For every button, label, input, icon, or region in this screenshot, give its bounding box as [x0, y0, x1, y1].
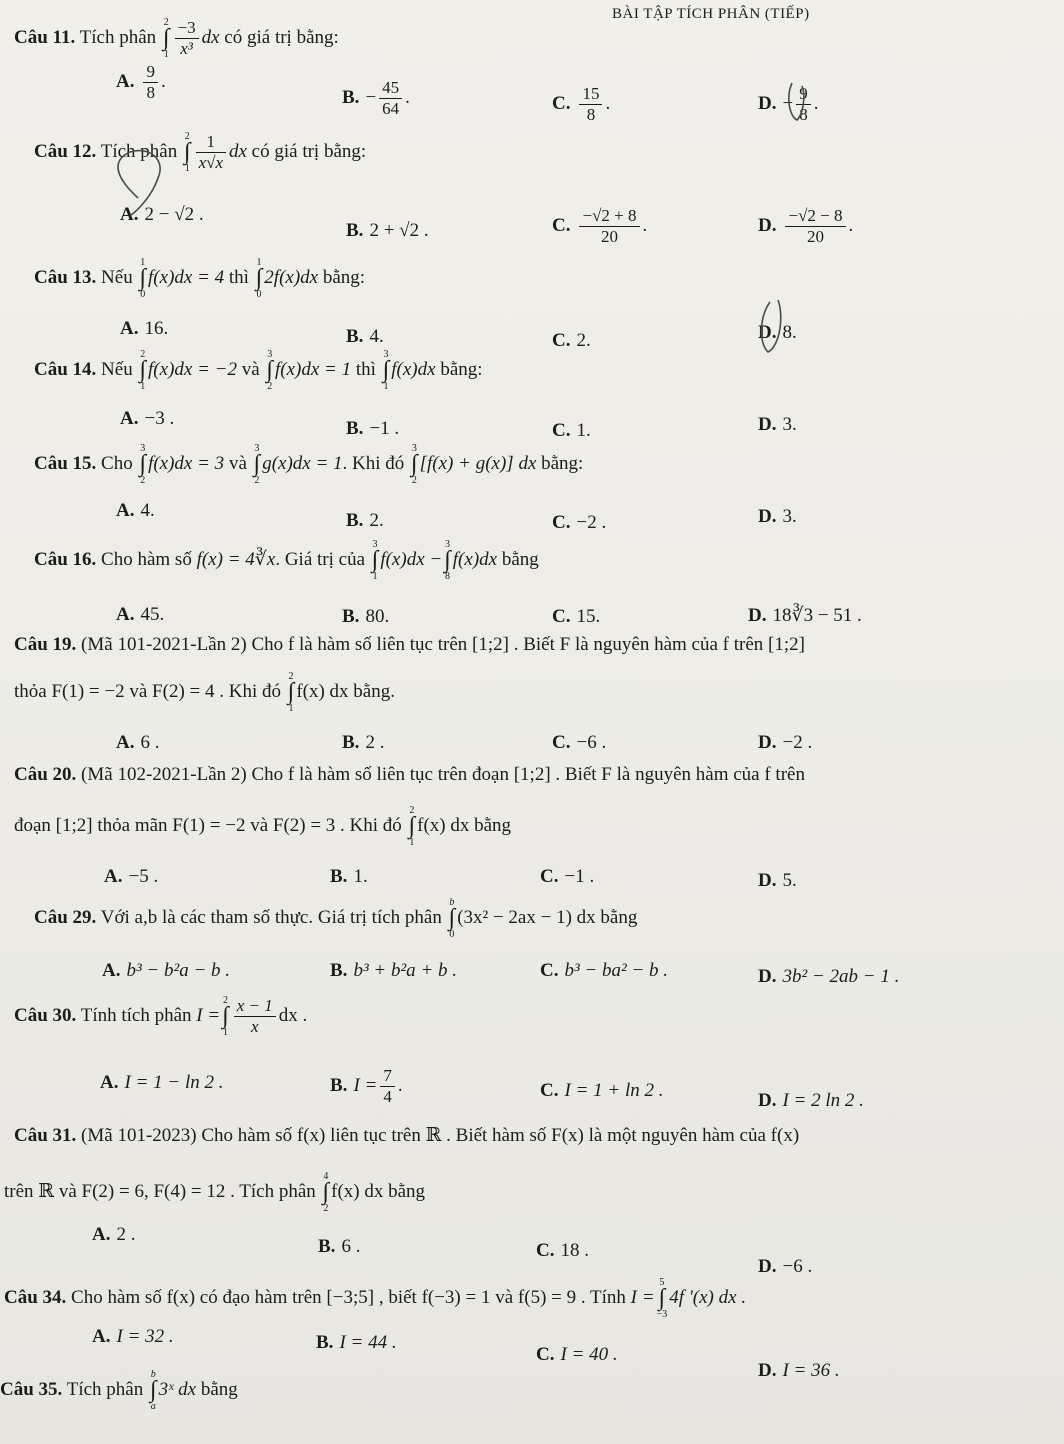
math-expression: f(x) dx bằng	[331, 1181, 426, 1203]
option-c[interactable]: C. 18 .	[536, 1240, 589, 1261]
integral-sign: 3 ∫ 2	[139, 443, 147, 486]
math-expression: f(x)dx = 3	[148, 453, 225, 475]
integral-sign: 3 ∫ 1	[382, 349, 390, 392]
dx: dx	[201, 27, 220, 49]
math-expression: f(x)dx = 1	[275, 359, 352, 381]
integral-sign: 2 ∫ 1	[408, 805, 416, 848]
question-text: có giá trị bằng:	[224, 27, 339, 49]
question-label: Câu 31.	[14, 1125, 77, 1146]
worksheet-title: BÀI TẬP TÍCH PHÂN (TIẾP)	[612, 6, 810, 22]
option-a[interactable]: A. 6 .	[116, 732, 160, 753]
question-text: (Mã 101-2023) Cho hàm số f(x) liên tục trên ℝ . Biết hàm số F(x) là một nguyên hàm của f(x)	[81, 1125, 800, 1146]
integral-sign: 5 ∫ −3	[656, 1277, 668, 1320]
integrand-fraction: $\frac{-3}{\text{x³}}$	[175, 18, 199, 59]
question-label: Câu 13.	[34, 267, 97, 289]
math-expression: 4f '(x) dx .	[669, 1287, 747, 1309]
option-d[interactable]: D. 5.	[758, 870, 797, 891]
question-35: Câu 35. Tích phân b ∫ a 3ˣ dx bằng	[0, 1369, 238, 1412]
question-text: Tích phân	[66, 1379, 144, 1401]
question-text: Tính tích phân	[80, 1005, 192, 1027]
option-b[interactable]: B. 80.	[342, 606, 390, 627]
option-d[interactable]: D. 3.	[758, 414, 797, 435]
integral-sign: b ∫ a	[149, 1369, 157, 1412]
option-c[interactable]: C. −1 .	[540, 866, 595, 887]
option-c[interactable]: C. 15.	[552, 606, 601, 627]
option-a[interactable]: A. b³ − b²a − b .	[102, 960, 231, 981]
option-a[interactable]: A. −5 .	[104, 866, 159, 887]
option-b[interactable]: B. 2 + √2 .	[346, 220, 429, 241]
option-b[interactable]: B. −1 .	[346, 418, 400, 439]
option-b[interactable]: B. 1.	[330, 866, 368, 887]
question-12	[34, 132, 366, 174]
question-label: Câu 35.	[0, 1379, 63, 1401]
question-label: Câu 14.	[34, 359, 97, 381]
option-d[interactable]: D. 3.	[758, 506, 797, 527]
option-a[interactable]: A. 2 .	[92, 1224, 136, 1245]
option-a[interactable]: A. I = 1 − ln 2 .	[100, 1072, 224, 1093]
question-19	[14, 634, 805, 656]
question-label: Câu 20.	[14, 764, 77, 785]
question-text: Với a,b là các tham số thực. Giá trị tích phân	[100, 907, 442, 929]
math-expression: f(x)dx = 4	[148, 267, 225, 289]
question-label: Câu 34.	[4, 1287, 67, 1309]
math-expression: f(x) dx bằng	[417, 815, 512, 837]
integral-sign: 3 ∫ 8	[444, 539, 451, 582]
option-c[interactable]: C. 1.	[552, 420, 591, 441]
math-expression: f(x)dx	[391, 359, 436, 381]
integral-sign: 2 ∫ 1	[183, 131, 191, 174]
integral-sign: 4 ∫ 2	[322, 1171, 330, 1214]
option-c[interactable]: C. I = 1 + ln 2 .	[540, 1080, 664, 1101]
option-d[interactable]: D. 18∛3 − 51 .	[748, 605, 862, 626]
option-b[interactable]: B. 4.	[346, 326, 384, 347]
question-label: Câu 12.	[34, 141, 97, 163]
math-expression: f(x)dx −	[380, 549, 443, 571]
question-15: Câu 15. Cho 3 ∫ 2 f(x)dx = 3 và 3 ∫ 2 g(x)dx = 1. Khi đó 3 ∫ 2 [f(x) + g(x)] dx bằng:	[34, 443, 584, 486]
question-text: (Mã 102-2021-Lần 2) Cho f là hàm số liên tục trên đoạn [1;2] . Biết F là nguyên hàm của f trên	[81, 764, 805, 785]
question-20-line2: đoạn [1;2] thỏa mãn F(1) = −2 và F(2) = 3 . Khi đó 2 ∫ 1 f(x) dx bằng	[14, 805, 512, 848]
math-expression: 2f(x)dx	[264, 267, 319, 289]
option-c[interactable]: C. 2.	[552, 330, 591, 351]
question-label: Câu 19.	[14, 634, 77, 655]
math-expression: f(x)dx = −2	[148, 359, 237, 381]
option-d[interactable]: D. I = 2 ln 2 .	[758, 1090, 864, 1111]
integral-sign: 2 ∫ 1	[162, 17, 170, 60]
integral-sign: 2 ∫ 1	[139, 349, 147, 392]
question-11	[14, 18, 339, 60]
question-13: Câu 13. Nếu 1 ∫ 0 f(x)dx = 4 thì 1 ∫ 0 2f(x)dx bằng:	[34, 257, 366, 300]
option-b[interactable]: B. I = 44 .	[316, 1332, 397, 1353]
math-expression: g(x)dx = 1	[262, 453, 343, 475]
integral-sign: 3 ∫ 1	[371, 539, 379, 582]
dx: dx	[228, 141, 247, 163]
option-a[interactable]: A. I = 32 .	[92, 1326, 174, 1347]
option-d[interactable]: D. −6 .	[758, 1256, 813, 1277]
option-c[interactable]: C. b³ − ba² − b .	[540, 960, 669, 981]
integral-sign: 1 ∫ 0	[139, 257, 147, 300]
math-expression: (3x² − 2ax − 1) dx	[457, 907, 596, 929]
math-expression: [f(x) + g(x)] dx	[419, 453, 537, 475]
question-20	[14, 764, 805, 786]
integral-sign: 2 ∫ 1	[222, 995, 229, 1038]
question-19-line2: thỏa F(1) = −2 và F(2) = 4 . Khi đó 2 ∫ 1 f(x) dx bằng.	[14, 671, 395, 714]
question-14: Câu 14. Nếu 2 ∫ 1 f(x)dx = −2 và 3 ∫ 2 f(x)dx = 1 thì 3 ∫ 1 f(x)dx bằng:	[34, 349, 483, 392]
option-a[interactable]: A. 2 − √2 .	[120, 204, 204, 225]
question-text: (Mã 101-2021-Lần 2) Cho f là hàm số liên tục trên [1;2] . Biết F là nguyên hàm của f trên [1;2]	[81, 634, 805, 655]
option-c[interactable]: C. −2 .	[552, 512, 607, 533]
math-expression: f(x) dx bằng.	[296, 681, 395, 703]
option-b[interactable]: B. − $\frac{45}{64}$ .	[342, 78, 410, 118]
option-c[interactable]: C. $\frac{15}{8}$ .	[552, 84, 611, 124]
option-a[interactable]: A. 16.	[120, 318, 169, 339]
question-31	[14, 1124, 799, 1147]
option-d[interactable]: D. −2 .	[758, 732, 813, 753]
integrand-fraction: $\frac{x - 1}{x}$	[234, 996, 276, 1037]
option-a[interactable]: A. $\frac{9}{8}$ .	[116, 62, 166, 102]
question-label: Câu 29.	[34, 907, 97, 929]
integral-sign: b ∫ 0	[448, 897, 456, 940]
integral-sign: 2 ∫ 1	[287, 671, 295, 714]
question-29: Câu 29. Với a,b là các tham số thực. Giá trị tích phân b ∫ 0 (3x² − 2ax − 1) dx bằng	[34, 897, 638, 940]
question-text: có giá trị bằng:	[251, 141, 367, 163]
option-b[interactable]: B. b³ + b²a + b .	[330, 960, 457, 981]
question-text: Tích phân	[100, 141, 178, 163]
math-expression: 3ˣ dx	[158, 1379, 197, 1401]
option-b[interactable]: B. I = $\frac{7}{4}$ .	[330, 1066, 403, 1106]
question-31-line2: trên ℝ và F(2) = 6, F(4) = 12 . Tích phân 4 ∫ 2 f(x) dx bằng	[4, 1171, 426, 1214]
option-a[interactable]: A. −3 .	[120, 408, 175, 429]
integrand-fraction: $\frac{1}{x√x}$	[196, 132, 226, 173]
integral-sign: 1 ∫ 0	[255, 257, 263, 300]
question-text: Cho hàm số f(x) có đạo hàm trên [−3;5] , biết f(−3) = 1 và f(5) = 9 . Tính	[71, 1287, 626, 1309]
question-text: Tích phân	[79, 27, 157, 49]
question-label: Câu 30.	[14, 1005, 77, 1027]
question-label: Câu 16.	[34, 549, 97, 571]
math-expression: f(x) = 4∛x	[196, 549, 276, 571]
option-d[interactable]: D. $\frac{-√2 - 8}{20}$ .	[758, 206, 854, 246]
option-b[interactable]: B. 2 .	[342, 732, 385, 753]
option-d[interactable]: D. − $\frac{9}{8}$ .	[758, 84, 819, 124]
option-b[interactable]: B. 2.	[346, 510, 384, 531]
option-d[interactable]: D. 3b² − 2ab − 1 .	[758, 966, 900, 987]
integral-sign: 3 ∫ 2	[253, 443, 261, 486]
question-16: Câu 16. Cho hàm số f(x) = 4∛x. Giá trị của 3 ∫ 1 f(x)dx − 3 ∫ 8 f(x)dx bằng	[34, 539, 539, 582]
option-d[interactable]: D. I = 36 .	[758, 1360, 840, 1381]
option-c[interactable]: C. I = 40 .	[536, 1344, 618, 1365]
option-d[interactable]: D. 8.	[758, 322, 797, 343]
math-expression: f(x)dx	[452, 549, 498, 571]
question-label: Câu 15.	[34, 453, 97, 475]
integral-sign: 3 ∫ 2	[266, 349, 273, 392]
question-label: Câu 11.	[14, 27, 76, 49]
option-a[interactable]: A. 45.	[116, 604, 165, 625]
option-b[interactable]: B. 6 .	[318, 1236, 361, 1257]
option-c[interactable]: C. −6 .	[552, 732, 607, 753]
integral-sign: 3 ∫ 2	[411, 443, 418, 486]
option-a[interactable]: A. 4.	[116, 500, 155, 521]
question-34: Câu 34. Cho hàm số f(x) có đạo hàm trên [−3;5] , biết f(−3) = 1 và f(5) = 9 . Tính I = 5 ∫ −3 4f '(x) dx .	[4, 1277, 747, 1320]
question-30: Câu 30. Tính tích phân I = 2 ∫ 1 $\frac{x - 1}{x}$ dx .	[14, 995, 308, 1038]
option-c[interactable]: C. $\frac{-√2 + 8}{20}$ .	[552, 206, 648, 246]
